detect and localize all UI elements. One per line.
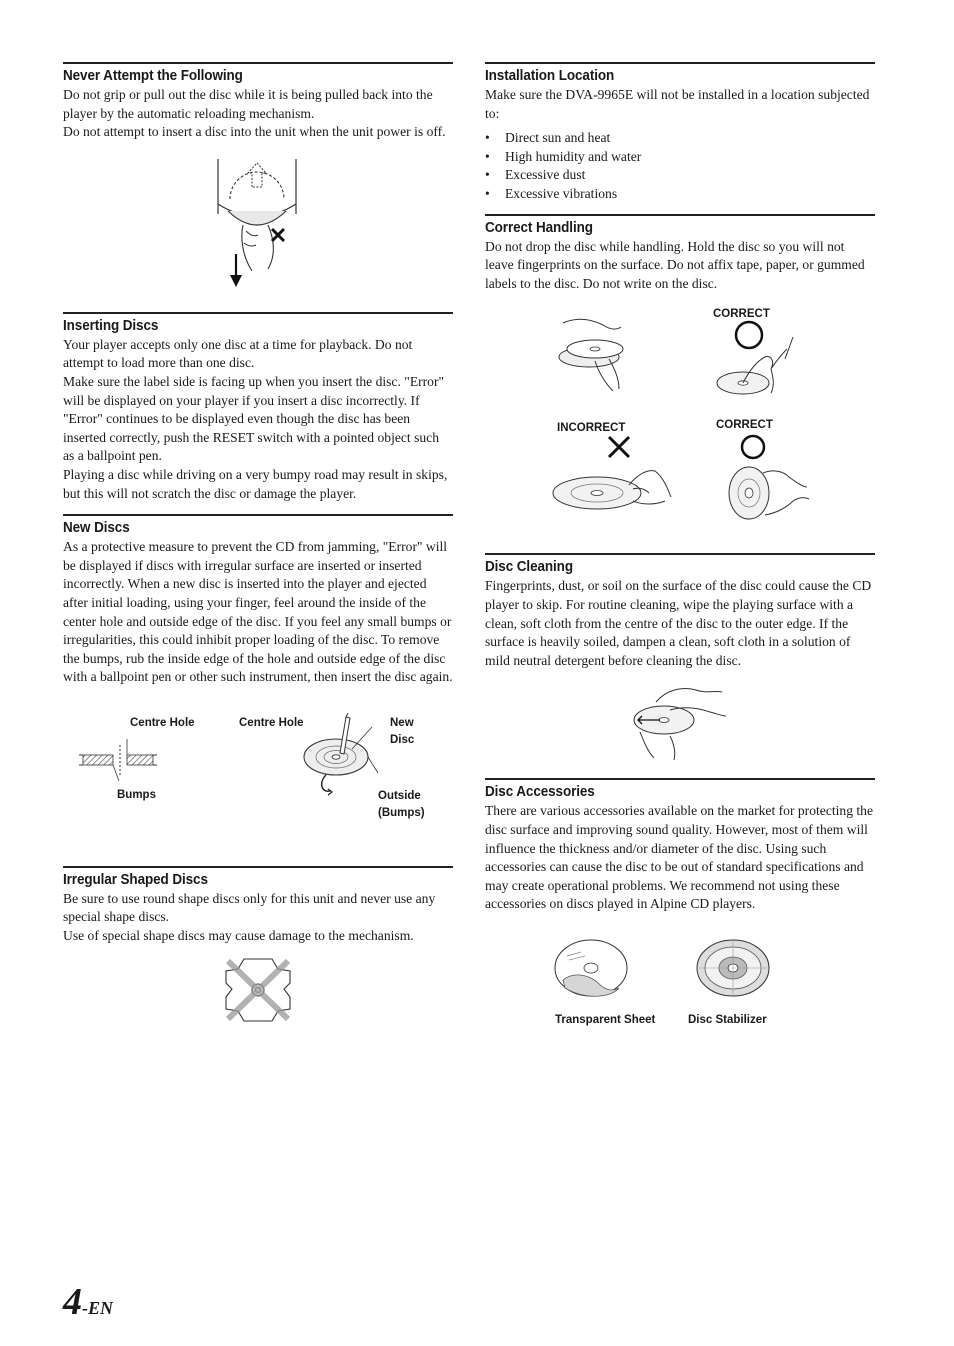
- new-disc-pen-illustration: [298, 713, 388, 803]
- correct-hold-illustration: [713, 319, 803, 399]
- section-disc-accessories: [485, 778, 875, 1040]
- correct-edge-hold-illustration: [725, 433, 815, 523]
- paragraph: Make sure the label side is facing up when you insert the disc. "Error" will be displayed on your player if you insert a disc incorrectly. If "Error" continues to be displayed even though the disc has been inserted correctly, push the RESET switch with a pointed object such as a ballpoint pen.: [63, 373, 445, 464]
- section-never-attempt: [63, 62, 453, 299]
- label-outside: Outside: [378, 789, 421, 802]
- paragraph: Be sure to use round shape discs only for this unit and never use any special shape discs.: [63, 890, 436, 925]
- label-incorrect: INCORRECT: [557, 422, 626, 435]
- label-transparent-sheet: Transparent Sheet: [555, 1013, 656, 1026]
- transparent-sheet-illustration: [551, 932, 631, 1002]
- label-disc: Disc: [390, 733, 415, 746]
- section-title: Installation Location: [485, 68, 615, 84]
- right-column: [485, 62, 875, 1040]
- disc-cross-section-illustration: [75, 731, 175, 791]
- section-title: Irregular Shaped Discs: [63, 871, 208, 888]
- paragraph: Playing a disc while driving on a very bumpy road may result in skips, but this will not scratch the disc or damage the player.: [63, 466, 448, 501]
- label-correct: CORRECT: [716, 419, 773, 432]
- label-centre-hole: Centre Hole: [239, 716, 304, 729]
- section-installation-location: [485, 62, 875, 204]
- page-number-digit: 4: [63, 1281, 82, 1323]
- paragraph: Do not drop the disc while handling. Hold the disc so you will not leave fingerprints on the surface. Do not affix tape, paper, or gummed labels to the disc. Do not write on the disc.: [485, 238, 865, 291]
- list-item: • Direct sun and heat: [485, 129, 875, 148]
- paragraph: There are various accessories available on the market for protecting the disc surface and improving sound quality. However, most of them will influence the thickness and/or diameter of the disc. Using such accessories can cause the disc to be out of standard specifications and may create operational problems. We recommend not using these accessories on discs played in Alpine CD players.: [485, 803, 873, 912]
- page-number-suffix: -EN: [82, 1298, 113, 1318]
- paragraph: Fingerprints, dust, or soil on the surface of the disc could cause the CD player to skip. For routine cleaning, wipe the playing surface with a clean, soft cloth from the centre of the disc to the outer edge. If the surface is heavily soiled, dampen a clean, soft cloth in a solution of mild neutral detergent before cleaning the disc.: [485, 578, 872, 668]
- new-disc-figure: [63, 709, 453, 849]
- section-title: New Discs: [63, 520, 130, 537]
- left-column: [63, 62, 453, 1025]
- label-centre-hole: Centre Hole: [130, 716, 195, 729]
- label-bumps: (Bumps): [378, 806, 425, 819]
- hands-holding-discs-illustration: [555, 313, 635, 393]
- paragraph: Do not grip or pull out the disc while it is being pulled back into the player by the automatic reloading mechanism.: [63, 87, 433, 121]
- section-new-discs: [63, 514, 453, 849]
- incorrect-hold-illustration: [551, 431, 681, 521]
- label-new: New: [390, 716, 414, 729]
- section-title: Disc Accessories: [485, 784, 595, 801]
- section-correct-handling: [485, 214, 875, 542]
- bullet-list: [485, 129, 875, 203]
- label-bumps: Bumps: [117, 788, 156, 801]
- handling-figure: [485, 305, 875, 541]
- disc-pull-warning-illustration: [188, 159, 328, 299]
- section-disc-cleaning: [485, 553, 875, 760]
- paragraph: As a protective measure to prevent the CD from jamming, "Error" will be displayed if discs with irregular surface are inserted or inserted incorrectly. When a new disc is inserted into the player and ejected after initial loading, using your finger, feel around the inside of the center hole and outside edge of the disc. If you feel any small bumps or irregularities, this could inhibit proper loading of the disc. To remove the bumps, rub the inside edge of the hole and outside edge of the disc with a ballpoint pen or other such instrument, then insert the disc again.: [63, 539, 453, 685]
- list-item: • Excessive dust: [485, 166, 875, 185]
- paragraph: Your player accepts only one disc at a time for playback. Do not attempt to load more than one disc.: [63, 336, 413, 371]
- disc-cleaning-illustration: [630, 680, 730, 760]
- paragraph: Make sure the DVA-9965E will not be installed in a location subjected to:: [485, 87, 870, 121]
- page-number: [63, 1280, 113, 1324]
- paragraph: Do not attempt to insert a disc into the unit when the unit power is off.: [63, 124, 446, 140]
- section-title: Inserting Discs: [63, 317, 159, 334]
- label-correct: CORRECT: [713, 308, 770, 321]
- section-title: Correct Handling: [485, 219, 593, 236]
- paragraph: Use of special shape discs may cause damage to the mechanism.: [63, 928, 414, 944]
- list-item: • Excessive vibrations: [485, 185, 875, 204]
- accessories-figure: [485, 930, 875, 1040]
- section-title: Disc Cleaning: [485, 559, 573, 576]
- disc-stabilizer-illustration: [693, 932, 773, 1002]
- label-disc-stabilizer: Disc Stabilizer: [688, 1013, 767, 1026]
- list-item: • High humidity and water: [485, 148, 875, 167]
- section-irregular-discs: [63, 866, 453, 1025]
- section-title: Never Attempt the Following: [63, 68, 243, 84]
- irregular-disc-illustration: [218, 953, 298, 1025]
- section-inserting-discs: [63, 312, 453, 503]
